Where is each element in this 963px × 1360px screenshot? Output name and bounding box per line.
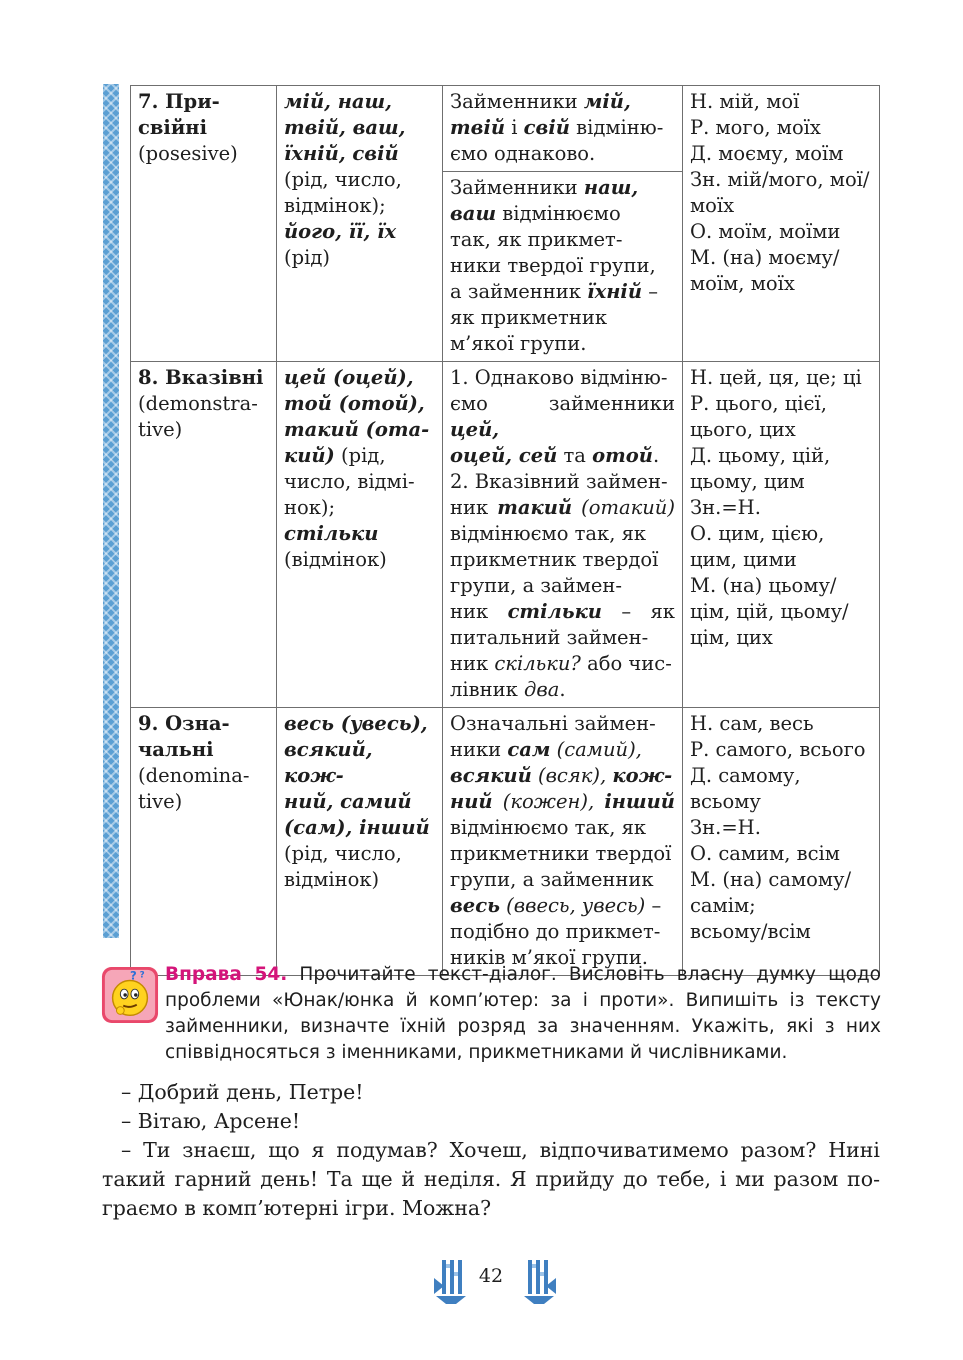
case-form-line: цим, цими: [690, 548, 797, 571]
note-text: – як прикметник м’якої групи.: [450, 280, 658, 355]
pronouns-plain-2: (рід): [284, 246, 330, 269]
pronouns-plain: (рід, число, відмінок);: [284, 168, 402, 217]
case-form-line: Д. моєму, моїм: [690, 142, 844, 165]
pronouns-bold: мій, наш, твій, ваш, їхній, свій: [284, 90, 406, 165]
case-form-line: всьому/всім: [690, 920, 811, 943]
category-name: 9. Озна- чальні: [138, 712, 230, 761]
case-form-line: Р. самого, всього: [690, 738, 866, 761]
note-bold: кож- ний: [450, 764, 673, 813]
note-bold: інший: [604, 790, 675, 813]
note-bold: ваш: [450, 202, 497, 225]
note-text: відмінюємо так, як прикметник твердої групи, а займен- ник: [450, 522, 659, 623]
case-form-line: цім, цих: [690, 626, 773, 649]
note-italic: два: [523, 678, 560, 701]
note-text: Займенники: [450, 176, 584, 199]
note-bold: весь: [450, 894, 500, 917]
pronouns-cell: [277, 362, 443, 708]
category-name: 8. Вказівні: [138, 366, 264, 389]
case-form-line: цього, цих: [690, 418, 796, 441]
note-bold: всякий: [450, 764, 532, 787]
note-bold: твій: [450, 116, 506, 139]
case-form-line: всьому: [690, 790, 761, 813]
case-form-line: Зн. мій/мого, мої/: [690, 168, 870, 191]
declension-note-cell: [443, 172, 683, 362]
note-bold: такий: [497, 496, 573, 519]
note-text: – подібно до прикмет- ників м’якої групи.: [450, 894, 662, 969]
case-form-line: самім;: [690, 894, 756, 917]
case-form-line: Н. сам, весь: [690, 712, 814, 735]
note-text: і: [505, 116, 524, 139]
pronouns-cell: [277, 708, 443, 976]
note-italic: (кожен),: [492, 790, 605, 813]
case-form-line: моїм, моїх: [690, 272, 795, 295]
pronoun-table: [130, 85, 880, 976]
dialog-text: [102, 1078, 880, 1223]
pronouns-plain: (рід, число, відмінок): [284, 842, 402, 891]
exercise-label: Вправа 54.: [165, 964, 288, 985]
table-row: [131, 86, 880, 172]
pronouns-bold-2: його, її, їх: [284, 220, 397, 243]
pronouns-bold-2: стільки: [284, 522, 379, 545]
note-italic: (отакий): [572, 496, 675, 519]
cases-cell: [683, 362, 880, 708]
note-text: Означальні займен- ники: [450, 712, 656, 761]
table-row: [131, 362, 880, 708]
note-text: відмінюємо так, як прикмет- ники твердої групи, а займенник: [450, 202, 656, 303]
cases-cell: [683, 86, 880, 362]
declension-note-cell: [443, 362, 683, 708]
dialog-line: – Ти знаєш, що я подумав? Хочеш, відпочиватимемо разом? Нині такий гарний день! Та ще й неділя. Я прийду до тебе, і ми разом по-граємо в комп’ютерні ігри. Можна?: [102, 1138, 880, 1220]
note-text: та: [557, 444, 593, 467]
case-form-line: О. самим, всім: [690, 842, 840, 865]
case-form-line: О. моїм, моїми: [690, 220, 841, 243]
note-bold: наш,: [583, 176, 639, 199]
pronouns-bold: цей (оцей), той (отой), такий (ота- кий): [284, 366, 430, 467]
page-number: 42: [478, 1265, 504, 1287]
case-form-line: цім, цій, цьому/: [690, 600, 849, 623]
note-bold: отой: [592, 444, 653, 467]
case-form-line: Р. мого, моїх: [690, 116, 821, 139]
exercise-block: [101, 962, 881, 1066]
note-text: 1. Однаково відміню- ємо займенники: [450, 366, 675, 415]
pronouns-plain-2: (відмінок): [284, 548, 387, 571]
case-form-line: Д. самому,: [690, 764, 801, 787]
note-text: відмінюємо так, як прикметники твердої групи, а займенник: [450, 816, 672, 891]
note-bold: сам: [507, 738, 551, 761]
exercise-text: [165, 962, 881, 1066]
note-bold: стільки: [507, 600, 602, 623]
case-form-line: О. цим, цією,: [690, 522, 825, 545]
cases-cell: [683, 708, 880, 976]
case-form-line: М. (на) цьому/: [690, 574, 837, 597]
case-form-line: Н. цей, ця, це; ці: [690, 366, 862, 389]
note-text: Займенники: [450, 90, 584, 113]
note-text: – як питальний займен- ник: [450, 600, 675, 675]
exercise-instructions: Прочитайте текст-діалог. Висловіть власну думку щодо проблеми «Юнак/юнка й комп’ютер: за і проти». Випишіть із тексту займенники, визначте їхній розряд за значенням. Укажіть, які з них співвідносяться з іменниками, прикметниками й числівниками.: [165, 964, 881, 1063]
note-bold: свій: [523, 116, 570, 139]
case-form-line: Р. цього, цієї,: [690, 392, 827, 415]
category-cell: [131, 86, 277, 362]
dialog-line: – Добрий день, Петре!: [121, 1080, 364, 1104]
note-text: . 2. Вказівний займен- ник: [450, 444, 668, 519]
note-bold: мій,: [583, 90, 631, 113]
category-cell: [131, 708, 277, 976]
case-form-line: Зн.=Н.: [690, 816, 761, 839]
case-form-line: Н. мій, мої: [690, 90, 800, 113]
pronouns-bold: весь (увесь), всякий, кож- ний, самий (сам), інший: [284, 712, 430, 839]
category-latin: (denomina- tive): [138, 764, 250, 813]
thinking-smiley-icon: [101, 966, 159, 1024]
svg-text:?: ?: [130, 968, 137, 983]
category-latin: (demonstra- tive): [138, 392, 258, 441]
case-form-line: М. (на) моєму/: [690, 246, 840, 269]
note-text: .: [559, 678, 566, 701]
dialog-line: – Вітаю, Арсене!: [121, 1109, 301, 1133]
note-italic: скільки?: [494, 652, 581, 675]
note-italic: (самий),: [550, 738, 642, 761]
pronouns-cell: [277, 86, 443, 362]
category-latin: (posesive): [138, 142, 238, 165]
svg-text:?: ?: [139, 970, 145, 981]
note-text: відміню- ємо однаково.: [450, 116, 664, 165]
note-bold: цей, оцей, сей: [450, 418, 558, 467]
note-italic: (всяк),: [531, 764, 613, 787]
declension-note-cell: [443, 86, 683, 172]
note-bold: їхній: [587, 280, 643, 303]
note-italic: (ввесь, увесь): [499, 894, 646, 917]
case-form-line: Зн.=Н.: [690, 496, 761, 519]
case-form-line: цьому, цим: [690, 470, 805, 493]
category-cell: [131, 362, 277, 708]
case-form-line: М. (на) самому/: [690, 868, 852, 891]
pronouns-plain: (рід, число, відмі- нок);: [284, 444, 415, 519]
declension-note-cell: [443, 708, 683, 976]
note-text: або чис- лівник: [450, 652, 672, 701]
table-row: [131, 708, 880, 976]
case-form-line: Д. цьому, цій,: [690, 444, 831, 467]
decorative-side-stripe: [103, 84, 119, 938]
case-form-line: моїх: [690, 194, 735, 217]
category-name: 7. При- свійні: [138, 90, 220, 139]
